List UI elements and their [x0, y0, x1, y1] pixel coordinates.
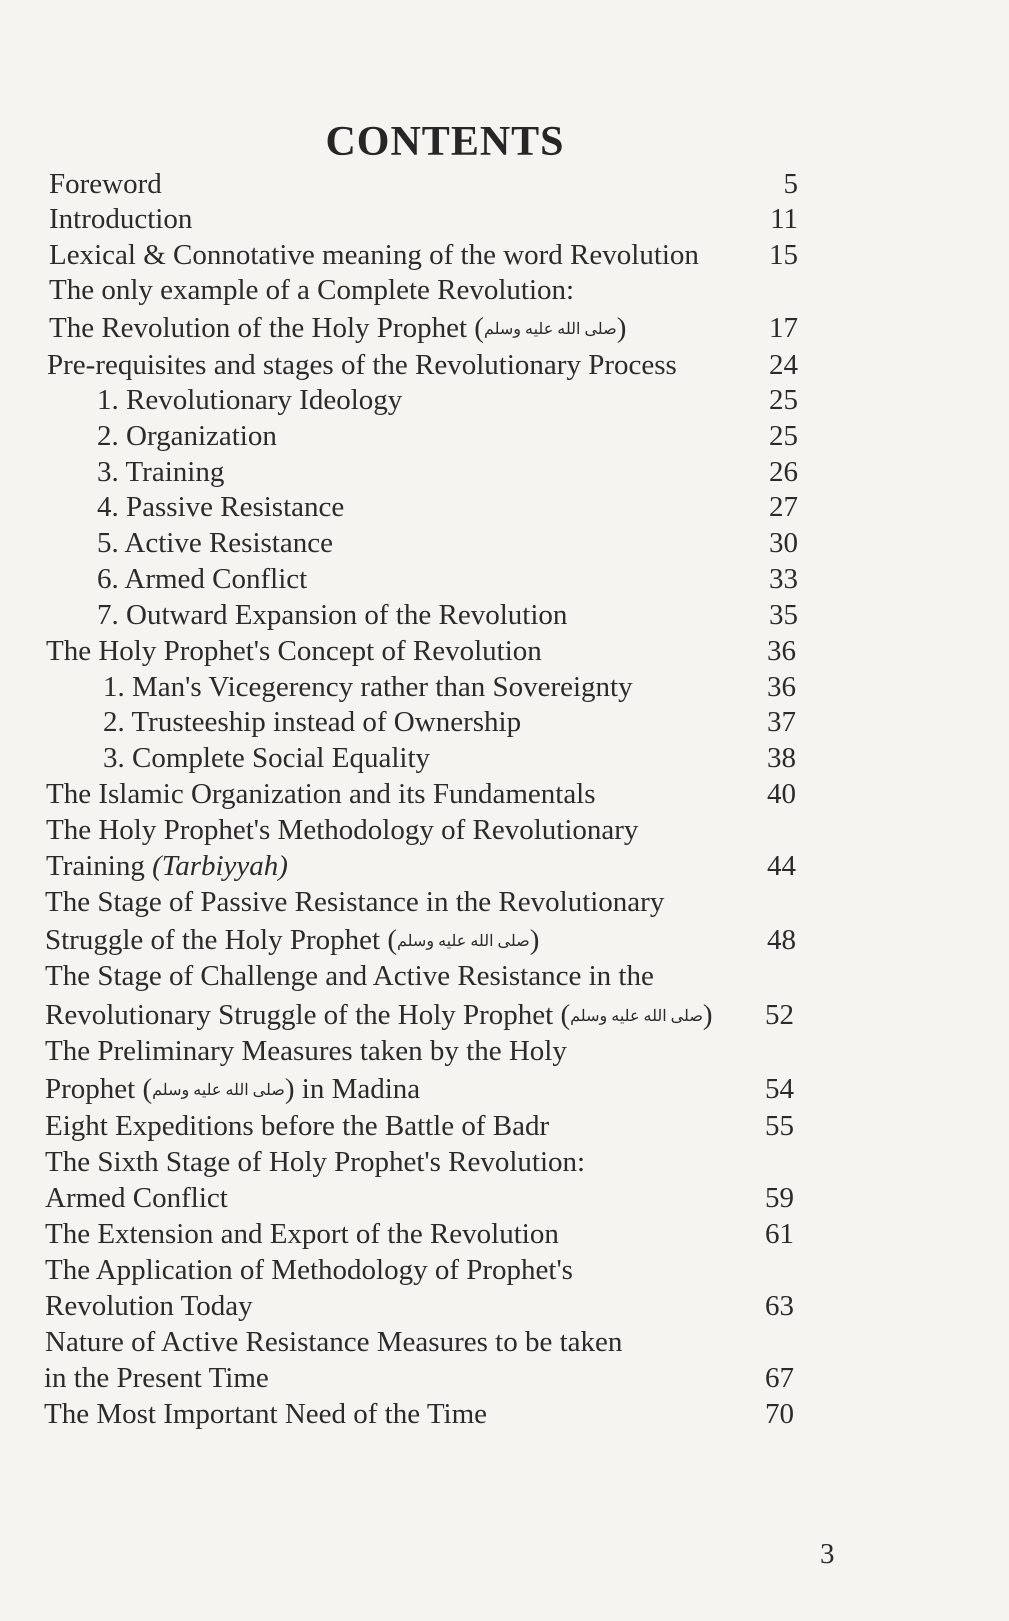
toc-row [0, 956, 1009, 996]
toc-entry-title: 1. Revolutionary Ideology [97, 384, 403, 416]
toc-row [0, 559, 1009, 599]
toc-entry-title: 5. Active Resistance [97, 527, 333, 559]
toc-row [0, 1142, 1009, 1182]
toc-entry-text: Struggle of the Holy Prophet ( [45, 924, 397, 956]
toc-row [0, 882, 1009, 922]
toc-entry-title: Introduction [49, 203, 193, 235]
toc-row [0, 235, 1009, 275]
toc-row [0, 702, 1009, 742]
toc-page-number: 70 [765, 1398, 794, 1430]
toc-entry-text: Prophet ( [45, 1073, 153, 1105]
toc-row [0, 523, 1009, 563]
toc-entry-title: in the Present Time [44, 1362, 269, 1394]
page-number: 3 [820, 1538, 835, 1570]
toc-row [0, 270, 1009, 310]
toc-page-number: 35 [769, 599, 798, 631]
toc-page-number: 44 [767, 850, 796, 882]
toc-entry-title: Lexical & Connotative meaning of the word Revolution [49, 239, 699, 271]
toc-entry-title: Armed Conflict [45, 1182, 228, 1214]
honorific-glyph: صلى الله عليه وسلم [152, 1082, 285, 1099]
toc-entry-text-after: ) [529, 924, 540, 956]
toc-entry-title: The Application of Methodology of Prophet's [45, 1254, 573, 1286]
toc-row [0, 308, 1009, 348]
toc-entry-title: The Most Important Need of the Time [44, 1398, 488, 1430]
toc-row [0, 995, 1009, 1035]
toc-row [0, 487, 1009, 527]
toc-entry-title: The Islamic Organization and its Fundamentals [46, 778, 596, 810]
toc-page-number: 24 [769, 349, 798, 381]
toc-row [0, 1286, 1009, 1326]
toc-page-number: 25 [769, 420, 798, 452]
toc-page-number: 38 [767, 742, 796, 774]
toc-page-number: 25 [769, 384, 798, 416]
toc-entry-title: The Sixth Stage of Holy Prophet's Revolution: [45, 1146, 586, 1178]
honorific-glyph: صلى الله عليه وسلم [570, 1008, 703, 1025]
toc-page-number: 27 [769, 491, 798, 523]
toc-row [0, 595, 1009, 635]
toc-row [0, 1358, 1009, 1398]
toc-row [0, 1106, 1009, 1146]
toc-page-number: 55 [765, 1110, 794, 1142]
toc-row [0, 631, 1009, 671]
toc-page-number: 40 [767, 778, 796, 810]
toc-entry-title: The Holy Prophet's Concept of Revolution [46, 635, 542, 667]
toc-page-number: 67 [765, 1362, 794, 1394]
toc-entry-text: The Revolution of the Holy Prophet ( [49, 312, 484, 344]
toc-row [0, 667, 1009, 707]
toc-row [0, 164, 1009, 204]
toc-entry-title [46, 846, 288, 886]
toc-entry-title: 1. Man's Vicegerency rather than Sovereignty [103, 671, 633, 703]
toc-row [0, 416, 1009, 456]
toc-page-number: 36 [767, 671, 796, 703]
toc-entry-title: Nature of Active Resistance Measures to be taken [45, 1326, 623, 1358]
toc-entry-title: 3. Training [97, 456, 225, 488]
toc-row [0, 380, 1009, 420]
toc-page-number: 36 [767, 635, 796, 667]
toc-row [0, 920, 1009, 960]
toc-entry-title: The Stage of Challenge and Active Resistance in the [45, 960, 654, 992]
toc-row [0, 810, 1009, 850]
toc-entry-text-after: ) [616, 312, 627, 344]
toc-page-number: 17 [769, 312, 798, 344]
toc-row [0, 199, 1009, 239]
toc-entry-title: The Preliminary Measures taken by the Holy [45, 1035, 567, 1067]
toc-page-number: 15 [769, 239, 798, 271]
toc-entry-title [49, 308, 626, 350]
toc-entry-title: Pre-requisites and stages of the Revolutionary Process [47, 349, 677, 381]
toc-entry-title: 4. Passive Resistance [97, 491, 345, 523]
toc-entry-title: Foreword [49, 168, 162, 200]
toc-row [0, 1322, 1009, 1362]
toc-page-number: 26 [769, 456, 798, 488]
toc-page-number: 30 [769, 527, 798, 559]
toc-row [0, 1250, 1009, 1290]
toc-page-number: 54 [765, 1073, 794, 1105]
toc-entry-title: Revolution Today [45, 1290, 253, 1322]
honorific-glyph: صلى الله عليه وسلم [483, 321, 617, 338]
toc-entry-title: The only example of a Complete Revolution: [49, 274, 575, 306]
toc-entry-title: 2. Organization [97, 420, 277, 452]
toc-entry-title: 7. Outward Expansion of the Revolution [97, 599, 568, 631]
toc-entry-text: Training [46, 850, 153, 882]
toc-row [0, 1394, 1009, 1434]
toc-page-number: 11 [770, 203, 798, 235]
toc-page-number: 52 [765, 999, 794, 1031]
toc-entry-title: The Stage of Passive Resistance in the Revolutionary [45, 886, 665, 918]
toc-row [0, 1031, 1009, 1071]
toc-entry-title: 6. Armed Conflict [97, 563, 308, 595]
toc-page-number: 33 [769, 563, 798, 595]
toc-entry-title: 3. Complete Social Equality [103, 742, 431, 774]
toc-entry-title: The Holy Prophet's Methodology of Revolutionary [46, 814, 639, 846]
toc-page-number: 61 [765, 1218, 794, 1250]
toc-entry-text: Revolutionary Struggle of the Holy Prophet ( [45, 999, 571, 1031]
toc-page-number: 63 [765, 1290, 794, 1322]
toc-row [0, 774, 1009, 814]
page-title: CONTENTS [325, 119, 565, 165]
toc-page-number: 59 [765, 1182, 794, 1214]
toc-page-number: 37 [767, 706, 796, 738]
toc-entry-italic: (Tarbiyyah) [152, 850, 288, 882]
toc-entry-title [45, 1069, 420, 1111]
toc-row [0, 452, 1009, 492]
toc-page-number: 5 [783, 168, 798, 200]
toc-entry-title: Eight Expeditions before the Battle of Badr [45, 1110, 550, 1142]
toc-row [0, 738, 1009, 778]
toc-page-number: 48 [767, 924, 796, 956]
toc-entry-title: 2. Trusteeship instead of Ownership [103, 706, 522, 738]
toc-row [0, 846, 1009, 886]
toc-row [0, 345, 1009, 385]
toc-row [0, 1214, 1009, 1254]
toc-entry-text-after: ) in Madina [284, 1073, 421, 1105]
toc-row [0, 1069, 1009, 1109]
toc-row [0, 1178, 1009, 1218]
toc-entry-title: The Extension and Export of the Revolution [45, 1218, 559, 1250]
toc-entry-text-after: ) [702, 999, 713, 1031]
honorific-glyph: صلى الله عليه وسلم [396, 933, 530, 950]
